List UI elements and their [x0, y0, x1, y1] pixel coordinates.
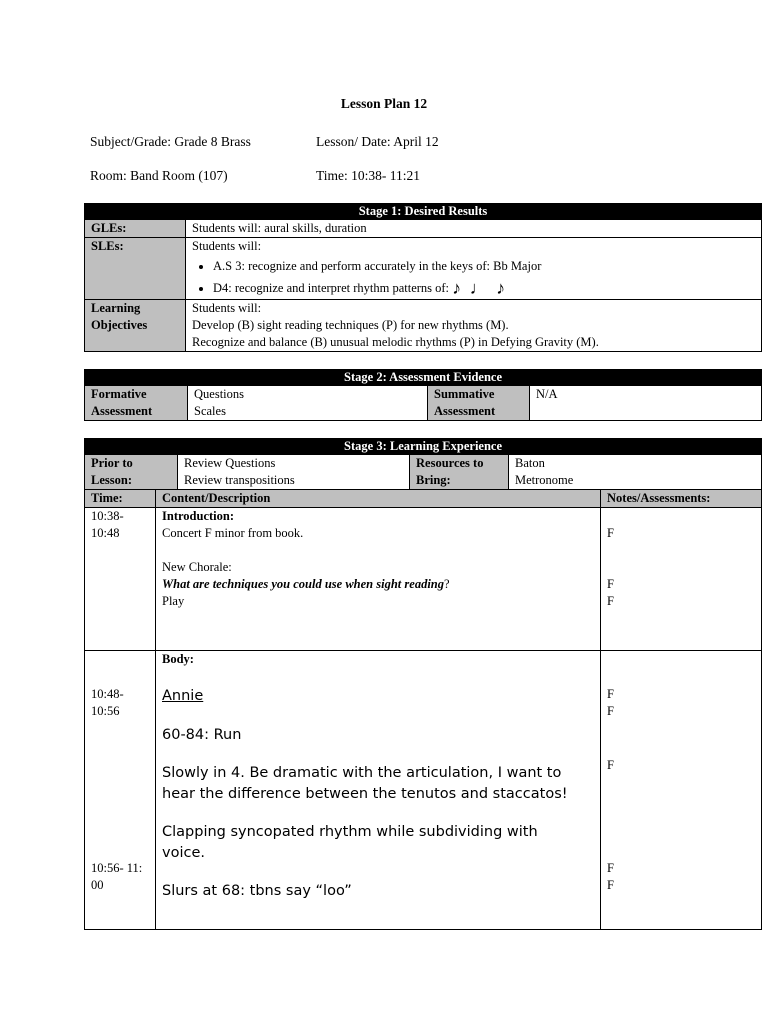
- resources-label: [410, 455, 509, 490]
- resource-item: Metronome: [515, 473, 574, 487]
- sles-cell: [186, 238, 762, 300]
- col-time-header: Time:: [85, 490, 156, 508]
- formative-items: [188, 386, 428, 421]
- resource-item: Baton: [515, 456, 545, 470]
- col-content-header: Content/Description: [156, 490, 601, 508]
- sles-label: SLEs:: [85, 238, 186, 300]
- prior-to-lesson-label: [85, 455, 178, 490]
- lo-label-line: Objectives: [91, 318, 148, 332]
- summative-value: N/A: [530, 386, 762, 421]
- body-time-line: 10:56- 11:: [91, 861, 143, 875]
- stage2-table: [84, 369, 762, 421]
- prior-item: Review Questions: [184, 456, 276, 470]
- resources-items: [509, 455, 762, 490]
- body-note: F: [607, 758, 614, 772]
- room: Room: Band Room (107): [90, 168, 228, 183]
- prior-label-line: Prior to: [91, 456, 133, 470]
- lo-line: Develop (B) sight reading techniques (P) for new rhythms (M).: [192, 318, 509, 332]
- sles-intro: Students will:: [192, 239, 262, 253]
- time-range: Time: 10:38- 11:21: [316, 168, 421, 183]
- stage3-header: Stage 3: Learning Experience: [85, 439, 762, 455]
- lo-label-line: Learning: [91, 301, 141, 315]
- rhythm-notes-icon: ♪ ♩ ♪: [452, 278, 508, 298]
- intro-heading: Introduction:: [162, 509, 235, 523]
- sles-bullet: D4: recognize and interpret rhythm patterns of:: [213, 281, 450, 295]
- intro-note: F: [607, 577, 614, 591]
- learning-objectives: [186, 300, 762, 352]
- intro-question-end: ?: [444, 577, 450, 591]
- body-time-line: 10:56: [91, 704, 120, 718]
- intro-question: What are techniques you could use when sight reading: [162, 577, 444, 591]
- stage1-header: Stage 1: Desired Results: [85, 204, 762, 220]
- formative-label: [85, 386, 188, 421]
- intro-question-line: [162, 576, 594, 593]
- formative-item: Scales: [194, 404, 226, 418]
- stage2-header: Stage 2: Assessment Evidence: [85, 370, 762, 386]
- body-slowly: Slowly in 4. Be dramatic with the articulation, I want to hear the difference between the tenutos and staccatos!: [162, 765, 568, 802]
- body-content: [156, 651, 601, 930]
- summative-label: [428, 386, 530, 421]
- body-run: 60-84: Run: [162, 727, 242, 743]
- page-title: Lesson Plan 12: [340, 96, 428, 111]
- body-clapping: Clapping syncopated rhythm while subdividing with voice.: [162, 824, 538, 861]
- intro-notes: [601, 508, 762, 651]
- intro-line: Play: [162, 594, 185, 608]
- intro-note: F: [607, 594, 614, 608]
- body-note: F: [607, 878, 614, 892]
- intro-time-line: 10:38-: [91, 509, 124, 523]
- intro-content: [156, 508, 601, 651]
- intro-time: [85, 508, 156, 651]
- body-slurs: Slurs at 68: tbns say “loo”: [162, 883, 352, 899]
- intro-line: New Chorale:: [162, 560, 232, 574]
- intro-note: F: [607, 526, 614, 540]
- gles-label: GLEs:: [85, 220, 186, 238]
- gles-text: Students will: aural skills, duration: [186, 220, 762, 238]
- intro-line: Concert F minor from book.: [162, 526, 304, 540]
- lo-line: Recognize and balance (B) unusual melodic rhythms (P) in Defying Gravity (M).: [192, 335, 599, 349]
- body-note: F: [607, 704, 614, 718]
- body-notes: [601, 651, 762, 930]
- prior-label-line: Lesson:: [91, 473, 132, 487]
- intro-time-line: 10:48: [91, 526, 120, 540]
- body-piece: Annie: [162, 688, 204, 704]
- body-note: F: [607, 861, 614, 875]
- summative-label-line: Assessment: [434, 404, 496, 418]
- summative-label-line: Summative: [434, 387, 495, 401]
- formative-label-line: Formative: [91, 387, 147, 401]
- sles-bullet: • A.S 3: recognize and perform accurately in the keys of: Bb Major: [213, 255, 755, 277]
- formative-label-line: Assessment: [91, 404, 153, 418]
- body-note: F: [607, 687, 614, 701]
- learning-objectives-label: [85, 300, 186, 352]
- col-notes-header: Notes/Assessments:: [601, 490, 762, 508]
- body-time-line: 00: [91, 878, 104, 892]
- body-time-line: 10:48-: [91, 687, 124, 701]
- formative-item: Questions: [194, 387, 244, 401]
- lo-line: Students will:: [192, 301, 262, 315]
- resources-label-line: Bring:: [416, 473, 451, 487]
- stage1-table: [84, 203, 762, 352]
- subject-grade: Subject/Grade: Grade 8 Brass: [90, 134, 251, 149]
- resources-label-line: Resources to: [416, 456, 484, 470]
- lesson-date: Lesson/ Date: April 12: [316, 134, 439, 149]
- prior-item: Review transpositions: [184, 473, 295, 487]
- body-heading: Body:: [162, 652, 194, 666]
- sles-list: [192, 255, 755, 299]
- body-time: [85, 651, 156, 930]
- sles-bullet-rhythm: [213, 277, 755, 299]
- stage3-table: [84, 438, 762, 930]
- prior-items: [178, 455, 410, 490]
